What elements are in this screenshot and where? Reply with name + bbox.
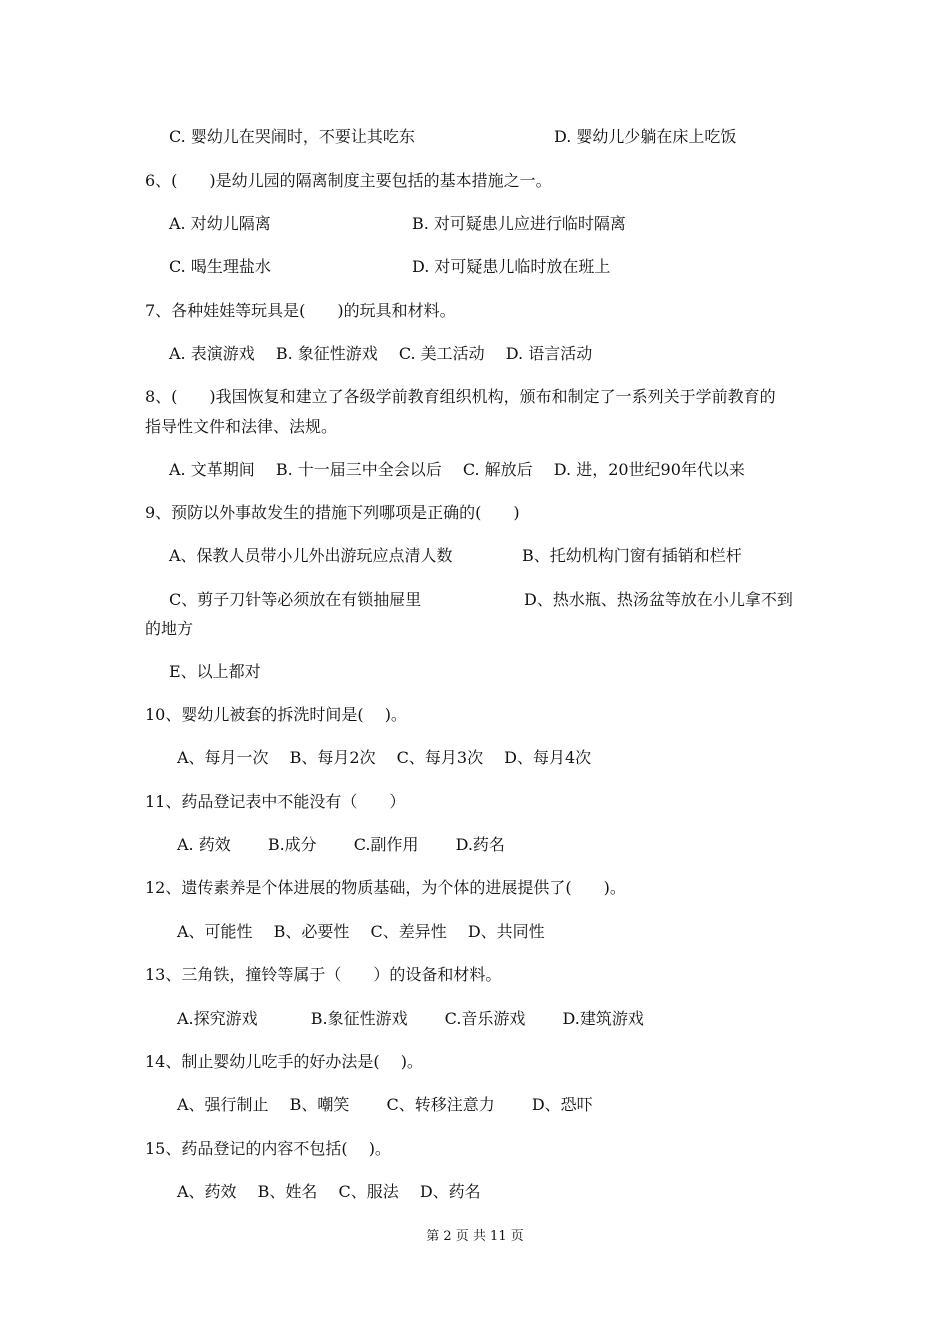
q9-option-d: D、热水瓶、热汤盆等放在小儿拿不到: [524, 590, 793, 609]
q5-option-d: D. 婴幼儿少躺在床上吃饭: [554, 127, 737, 146]
q15-options: A、药效 B、姓名 C、服法 D、药名: [177, 1182, 481, 1201]
question-7: 7、各种娃娃等玩具是( )的玩具和材料。: [145, 301, 456, 320]
q9-option-d-continued: 的地方: [145, 619, 194, 638]
q7-options: A. 表演游戏 B. 象征性游戏 C. 美工活动 D. 语言活动: [169, 344, 593, 363]
question-8: 8、( )我国恢复和建立了各级学前教育组织机构，颁布和制定了一系列关于学前教育的: [145, 387, 776, 406]
q9-option-b: B、托幼机构门窗有插销和栏杆: [522, 546, 742, 565]
q6-option-b: B. 对可疑患儿应进行临时隔离: [412, 214, 626, 233]
q6-option-a: A. 对幼儿隔离: [169, 214, 271, 233]
question-14: 14、制止婴幼儿吃手的好办法是( )。: [145, 1052, 423, 1071]
question-15: 15、药品登记的内容不包括( )。: [145, 1139, 391, 1158]
q5-option-c: C. 婴幼儿在哭闹时，不要让其吃东: [169, 127, 415, 146]
q6-option-c: C. 喝生理盐水: [169, 257, 271, 276]
page-footer: 第 2 页 共 11 页: [426, 1229, 524, 1244]
question-9: 9、预防以外事故发生的措施下列哪项是正确的( ): [145, 503, 520, 522]
question-13: 13、三角铁，撞铃等属于（ ）的设备和材料。: [145, 965, 502, 984]
q11-options: A. 药效 B.成分 C.副作用 D.药名: [177, 835, 505, 854]
q9-option-c: C、剪子刀针等必须放在有锁抽屉里: [169, 590, 422, 609]
q9-option-a: A、保教人员带小儿外出游玩应点清人数: [169, 546, 453, 565]
question-6: 6、( )是幼儿园的隔离制度主要包括的基本措施之一。: [145, 171, 552, 190]
q12-options: A、可能性 B、必要性 C、差异性 D、共同性: [177, 922, 545, 941]
question-8-continued: 指导性文件和法律、法规。: [145, 417, 338, 436]
q10-options: A、每月一次 B、每月2次 C、每月3次 D、每月4次: [177, 748, 592, 767]
q13-options: A.探究游戏 B.象征性游戏 C.音乐游戏 D.建筑游戏: [177, 1009, 644, 1028]
q6-option-d: D. 对可疑患儿临时放在班上: [412, 257, 611, 276]
question-10: 10、婴幼儿被套的拆洗时间是( )。: [145, 705, 407, 724]
q9-option-e: E、以上都对: [169, 662, 261, 681]
question-11: 11、药品登记表中不能没有（ ）: [145, 792, 406, 811]
q14-options: A、强行制止 B、嘲笑 C、转移注意力 D、恐吓: [177, 1095, 593, 1114]
q8-options: A. 文革期间 B. 十一届三中全会以后 C. 解放后 D. 进，20世纪90年代以来: [169, 460, 745, 479]
question-12: 12、遗传素养是个体进展的物质基础，为个体的进展提供了( )。: [145, 878, 626, 897]
